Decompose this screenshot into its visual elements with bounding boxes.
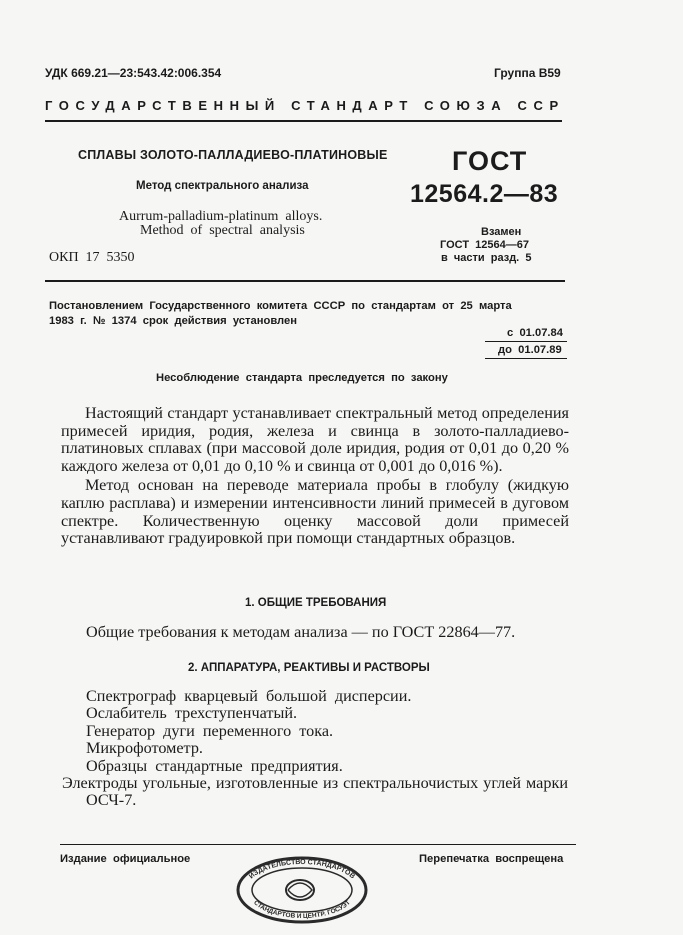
stamp-top-text: ИЗДАТЕЛЬСТВО СТАНДАРТОВ [248, 858, 356, 881]
decree-line2: 1983 г. № 1374 срок действия установлен [49, 315, 297, 327]
method-subtitle: Метод спектрального анализа [136, 180, 309, 192]
english-title-line1: Aurrum-palladium-platinum alloys. [119, 209, 323, 224]
replaces-section: в части разд. 5 [441, 252, 532, 264]
state-standard-banner: ГОСУДАРСТВЕННЫЙ СТАНДАРТ СОЮЗА ССР [45, 98, 565, 113]
footer-rule [60, 844, 576, 845]
udk-code: УДК 669.21—23:543.42:006.354 [45, 66, 222, 80]
group-code: Группа В59 [494, 66, 561, 80]
official-edition: Издание официальное [60, 853, 191, 865]
publisher-stamp [232, 850, 372, 930]
stamp-emblem-mark [288, 883, 312, 897]
law-warning: Несоблюдение стандарта преследуется по закону [156, 372, 448, 384]
list-item: Спектрограф кварцевый большой дисперсии. [86, 687, 412, 705]
okp-code: ОКП 17 5350 [49, 250, 135, 265]
stamp-inner-ring [252, 868, 352, 912]
document-title: СПЛАВЫ ЗОЛОТО-ПАЛЛАДИЕВО-ПЛАТИНОВЫЕ [78, 148, 388, 162]
stamp-bottom-text: СТАНДАРТОВ И ЦЕНТР. ГОСУЭТ [252, 899, 352, 921]
replaces-label: Взамен [481, 226, 522, 238]
list-item: Ослабитель трехступенчатый. [86, 704, 298, 723]
replaces-gost: ГОСТ 12564—67 [440, 239, 529, 251]
list-item: Генератор дуги переменного тока. [86, 721, 334, 740]
date-separator [485, 341, 567, 342]
date-underline [485, 358, 567, 359]
section-2-heading: 2. АППАРАТУРА, РЕАКТИВЫ И РАСТВОРЫ [188, 662, 430, 674]
section-1-heading: 1. ОБЩИЕ ТРЕБОВАНИЯ [245, 597, 387, 609]
list-item: Образцы стандартные предприятия. [86, 756, 343, 775]
english-title-line2: Method of spectral analysis [140, 223, 305, 238]
gost-label: ГОСТ [452, 146, 528, 176]
title-rule [45, 280, 565, 282]
list-item: Микрофотометр. [86, 739, 203, 758]
valid-from-date: с 01.07.84 [507, 327, 563, 339]
section-1-text: Общие требования к методам анализа — по ГОСТ 22864—77. [86, 623, 516, 641]
valid-to-date: до 01.07.89 [498, 344, 562, 356]
intro-text [61, 405, 569, 548]
equipment-list [62, 687, 568, 810]
decree-line1: Постановлением Государственного комитета СССР по стандартам от 25 марта [49, 300, 512, 312]
reprint-prohibited: Перепечатка воспрещена [419, 853, 564, 865]
intro-paragraph-2: Метод основан на переводе материала пробы в глобулу (жидкую каплю расплава) и измерении интенсивности линий примесей в дуговом спектре. Количественную оценку массовой доли примесей устанавливают градуировкой при помощи стандартных образцов. [61, 476, 569, 548]
list-item: Электроды угольные, изготовленные из спектральночистых углей марки ОСЧ-7. [62, 774, 568, 810]
intro-paragraph-1: Настоящий стандарт устанавливает спектральный метод определения примесей иридия, родия, железа и свинца в золото-палладиево-платиновых сплавах (при массовой доле иридия, родия от 0,01 до 0,20 % каждого железа от 0,01 до 0,10 % и свинца от 0,001 до 0,016 %). [61, 404, 569, 475]
gost-number: 12564.2—83 [410, 180, 559, 208]
header-rule [45, 120, 562, 122]
